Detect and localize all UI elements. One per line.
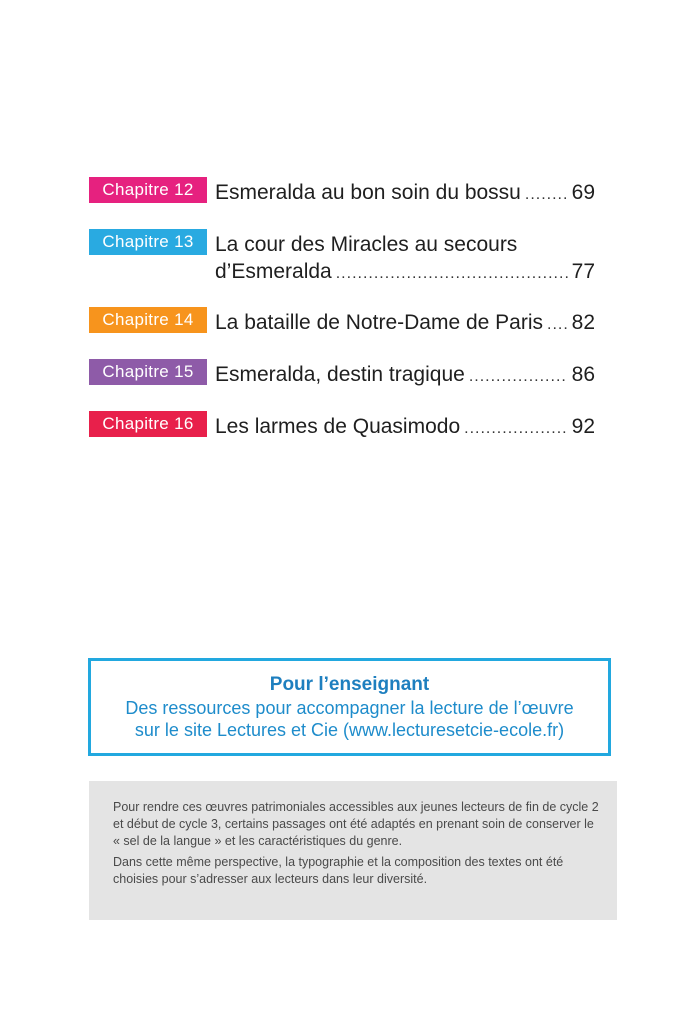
- page-number: 92: [571, 415, 595, 438]
- dot-leader: [469, 362, 568, 391]
- teacher-heading: Pour l’enseignant: [269, 674, 430, 695]
- dot-leader: [547, 310, 568, 339]
- toc-entry-chapter-12[interactable]: [89, 177, 595, 207]
- teacher-resources-box: [88, 658, 611, 756]
- dot-leader: [336, 259, 568, 288]
- toc-line: [215, 230, 595, 259]
- chapter-badge: Chapitre 13: [89, 229, 207, 255]
- note-paragraph-2: Dans cette même perspective, la typographie et la composition des textes ont été choisies pour s’adresser aux lecteurs dans leur diversité.: [113, 855, 564, 886]
- chapter-title: Les larmes de Quasimodo: [215, 415, 461, 438]
- note-paragraph-1: Pour rendre ces œuvres patrimoniales accessibles aux jeunes lecteurs de fin de cycle 2 et début de cycle 3, certains passages ont été adaptés en prenant soin de conserver le « sel de la langue » et les caractéristiques du genre.: [113, 800, 599, 848]
- dot-leader: [525, 180, 568, 209]
- chapter-title: Esmeralda, destin tragique: [215, 363, 465, 386]
- dot-leader: [464, 414, 568, 443]
- chapter-title-continued: d’Esmeralda: [215, 260, 332, 283]
- toc-line: [215, 308, 595, 339]
- chapter-title: La bataille de Notre-Dame de Paris: [215, 311, 544, 334]
- toc-line: [215, 178, 595, 209]
- page-number: 86: [571, 363, 595, 386]
- toc-entry-chapter-13[interactable]: [89, 229, 595, 289]
- chapter-title: Esmeralda au bon soin du bossu: [215, 181, 521, 204]
- page-number: 82: [571, 311, 595, 334]
- page-number: 77: [571, 260, 595, 283]
- chapter-title: La cour des Miracles au secours: [215, 233, 518, 256]
- toc-entry-chapter-15[interactable]: [89, 359, 595, 389]
- teacher-description-line-1: Des ressources pour accompagner la lecture de l’œuvre: [125, 698, 574, 718]
- chapter-badge: Chapitre 16: [89, 411, 207, 437]
- chapter-badge: Chapitre 12: [89, 177, 207, 203]
- toc-line: [215, 257, 595, 288]
- toc-line: [215, 412, 595, 443]
- toc-entry-chapter-14[interactable]: [89, 307, 595, 337]
- chapter-badge: Chapitre 14: [89, 307, 207, 333]
- toc-line: [215, 360, 595, 391]
- adaptation-note: [89, 781, 617, 920]
- page-number: 69: [571, 181, 595, 204]
- toc-entry-chapter-16[interactable]: [89, 411, 595, 441]
- chapter-badge: Chapitre 15: [89, 359, 207, 385]
- teacher-description-line-2[interactable]: sur le site Lectures et Cie (www.lecturesetcie-ecole.fr): [134, 720, 565, 740]
